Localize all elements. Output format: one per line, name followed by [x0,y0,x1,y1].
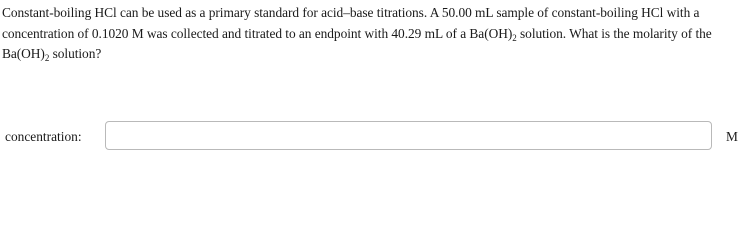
concentration-input[interactable] [105,121,712,150]
question-part-3: solution? [49,46,102,61]
question-part-1: Constant-boiling HCl can be used as a primary standard for acid–base titrations. A 50.00 mL sample of constant-boiling HCl with a concentration of 0.1020 M was collected and titrated to an endpoint with 40.29 mL of a Ba(OH) [2,5,700,41]
concentration-label: concentration: [5,129,82,144]
answer-row [5,121,743,152]
unit-label: M [726,129,738,144]
question-text [2,3,742,65]
question-subscript-2: 2 [44,53,50,63]
question-part-2: solution. What is the molarity of the Ba(OH) [2,25,712,61]
question-subscript-1: 2 [512,32,517,43]
